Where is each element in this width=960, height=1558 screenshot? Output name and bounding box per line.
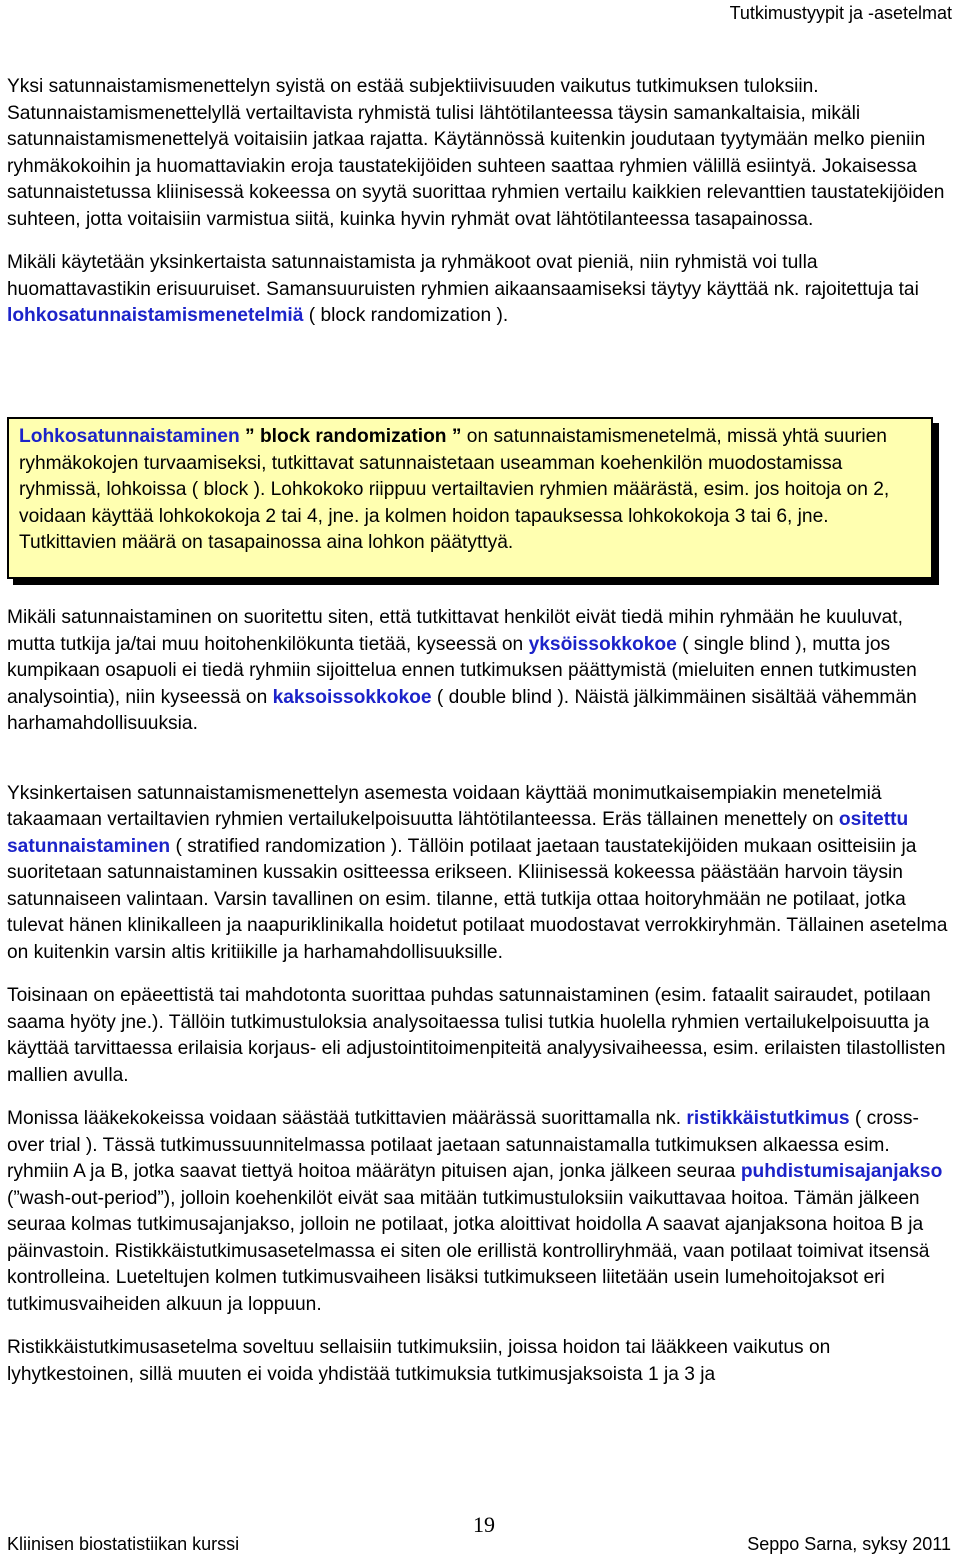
paragraph-blinding: Mikäli satunnaistaminen on suoritettu siten, että tutkittavat henkilöt eivät tiedä mihin ryhmään he kuuluvat, mutta tutkija ja/tai muu hoitohenkilökunta tietää, kyseessä on yksöissokkokoe ( single blind ), mutta jos kumpikaan osapuoli ei tiedä ryhmiin sijoittelua ennen tutkimuksen päättymistä (mieluiten ennen tutkimusten analysointia), niin kyseessä on kaksoissokkokoe ( double blind ). Näistä jälkimmäinen sisältää vähemmän harhamahdollisuuksia.: [7, 607, 917, 734]
term-yksoissokkokoe: yksöissokkokoe: [528, 633, 677, 655]
page-body-lower: [7, 605, 953, 1388]
paragraph-stratified: Yksinkertaisen satunnaistamismenettelyn asemesta voidaan käyttää monimutkaisempiakin menetelmiä takaamaan vertailtavien ryhmien vertailukelpoisuutta lähtötilanteessa. Eräs tällainen menettely on ositettu satunnaistaminen ( stratified randomization ). Tällöin potilaat jaetaan taustatekijöiden mukaan ositteisiin ja suoritetaan satunnaistaminen kussakin ositteessa erikseen. Kliinisessä kokeessa päästään harvoin täysin satunnaiseen valintaan. Varsin tavallinen on esim. tilanne, että tutkija ottaa hoitoryhmään ne potilaat, jotka tulevat hänen klinikalleen ja naapuriklinikalla hoidetut potilaat muodostavat verrokkiryhmän. Tällainen asetelma on kuitenkin varsin altis kritiikille ja harhamahdollisuuksille.: [7, 782, 948, 963]
definition-text: Lohkosatunnaistaminen ” block randomization ” on satunnaistamismenetelmä, missä yhtä suurien ryhmäkokojen turvaamiseksi, tutkittavat satunnaistetaan useamman koehenkilön muodostamissa ryhmissä, lohkoissa ( block ). Lohkokoko riippuu vertailtavien ryhmien määrästä, esim. jos hoitoja on 2, voidaan käyttää lohkokokoja 2 tai 4, jne. ja kolmen hoidon tapauksessa lohkokokoja 3 tai 6, jne. Tutkittavien määrä on tasapainossa aina lohkon päätyttyä.: [19, 426, 890, 553]
page-number: 19: [473, 1512, 495, 1537]
paragraph-crossover-suitability: Ristikkäistutkimusasetelma soveltuu sellaisiin tutkimuksiin, joissa hoidon tai lääkkeen vaikutus on lyhytkestoinen, sillä muuten ei voida yhdistää tutkimuksia tutkimusjaksoista 1 ja 3 ja: [7, 1337, 831, 1385]
term-puhdistumisajanjakso: puhdistumisajanjakso: [740, 1161, 943, 1182]
term-kaksoissokkokoe: kaksoissokkokoe: [272, 686, 432, 708]
term-ristikkaistutkimus: ristikkäistutkimus: [686, 1108, 850, 1129]
term-lohkosatunnaistamismenetelmia: lohkosatunnaistamismenetelmiä: [7, 305, 304, 326]
term-ositettu-satunnaistaminen: ositettu satunnaistaminen: [7, 809, 909, 857]
term-lohkosatunnaistaminen: Lohkosatunnaistaminen: [19, 426, 240, 447]
footer-course-name: Kliinisen biostatistiikan kurssi: [7, 1534, 240, 1554]
term-block-randomization: ” block randomization ”: [245, 426, 462, 447]
definition-box: [7, 417, 933, 579]
running-header: Tutkimustyypit ja -asetelmat: [729, 3, 952, 23]
paragraph-adjustment: Toisinaan on epäeettistä tai mahdotonta suorittaa puhdas satunnaistaminen (esim. fataalit sairaudet, potilaan saama hyöty jne.). Tällöin tutkimustuloksia analysoitaessa tulisi tutkia huolella ryhmien vertailukelpoisuutta ja käyttää tarvittaessa erilaisia korjaus- eli adjustointitoimenpiteitä analyysivaiheessa, esim. erilaisten tilastollisten mallien avulla.: [7, 985, 946, 1086]
paragraph-crossover: Monissa lääkekokeissa voidaan säästää tutkittavien määrässä suorittamalla nk. ristikkäistutkimus ( cross-over trial ). Tässä tutkimussuunnitelmassa potilaat jaetaan satunnaistamalla tutkimuksen alkaessa esim. ryhmiin A ja B, jotka saavat tiettyä hoitoa määrätyn pituisen ajan, jonka jälkeen seuraa puhdistumisajanjakso (”wash-out-period”), jolloin koehenkilöt eivät saa mitään tutkimustuloksiin vaikuttavaa hoitoa. Tämän jälkeen seuraa kolmas tutkimusajanjakso, jolloin ne potilaat, jotka aloittivat hoidolla A saavat ajanjaksona hoitoa B ja päinvastoin. Ristikkäistutkimusasetelmassa ei siten ole erillistä kontrolliryhmää, vaan potilaat toimivat itsensä kontrolleina. Lueteltujen kolmen tutkimusvaiheen lisäksi tutkimukseen liitetään usein lumehoitojaksot eri tutkimusvaiheiden alkuun ja loppuun.: [7, 1108, 943, 1315]
page-body: [7, 74, 953, 330]
footer-author: Seppo Sarna, syksy 2011: [747, 1534, 951, 1554]
paragraph-block-randomization-intro: Mikäli käytetään yksinkertaista satunnaistamista ja ryhmäkoot ovat pieniä, niin ryhmistä voi tulla huomattavastikin erisuuruiset. Samansuuruisten ryhmien aikaansaamiseksi täytyy käyttää nk. rajoitettuja tai lohkosatunnaistamismenetelmiä ( block randomization ).: [7, 252, 919, 326]
paragraph-randomization-purpose: Yksi satunnaistamismenettelyn syistä on estää subjektiivisuuden vaikutus tutkimuksen tuloksiin. Satunnaistamismenettelyllä vertailtavista ryhmistä tulisi lähtötilanteessa täysin samankaltaisia, mikäli satunnaistamismenettelyä voitaisiin jatkaa rajatta. Käytännössä kuitenkin joudutaan tyytymään melko pieniin ryhmäkokoihin ja huomattaviakin eroja taustatekijöiden suhteen saattaa ryhmien välillä esiintyä. Jokaisessa satunnaistetussa kliinisessä kokeessa on syytä suorittaa ryhmien vertailu kaikkien relevanttien taustatekijöiden suhteen, jotta voitaisiin varmistua siitä, kuinka hyvin ryhmät ovat lähtötilanteessa tasapainossa.: [7, 76, 945, 230]
